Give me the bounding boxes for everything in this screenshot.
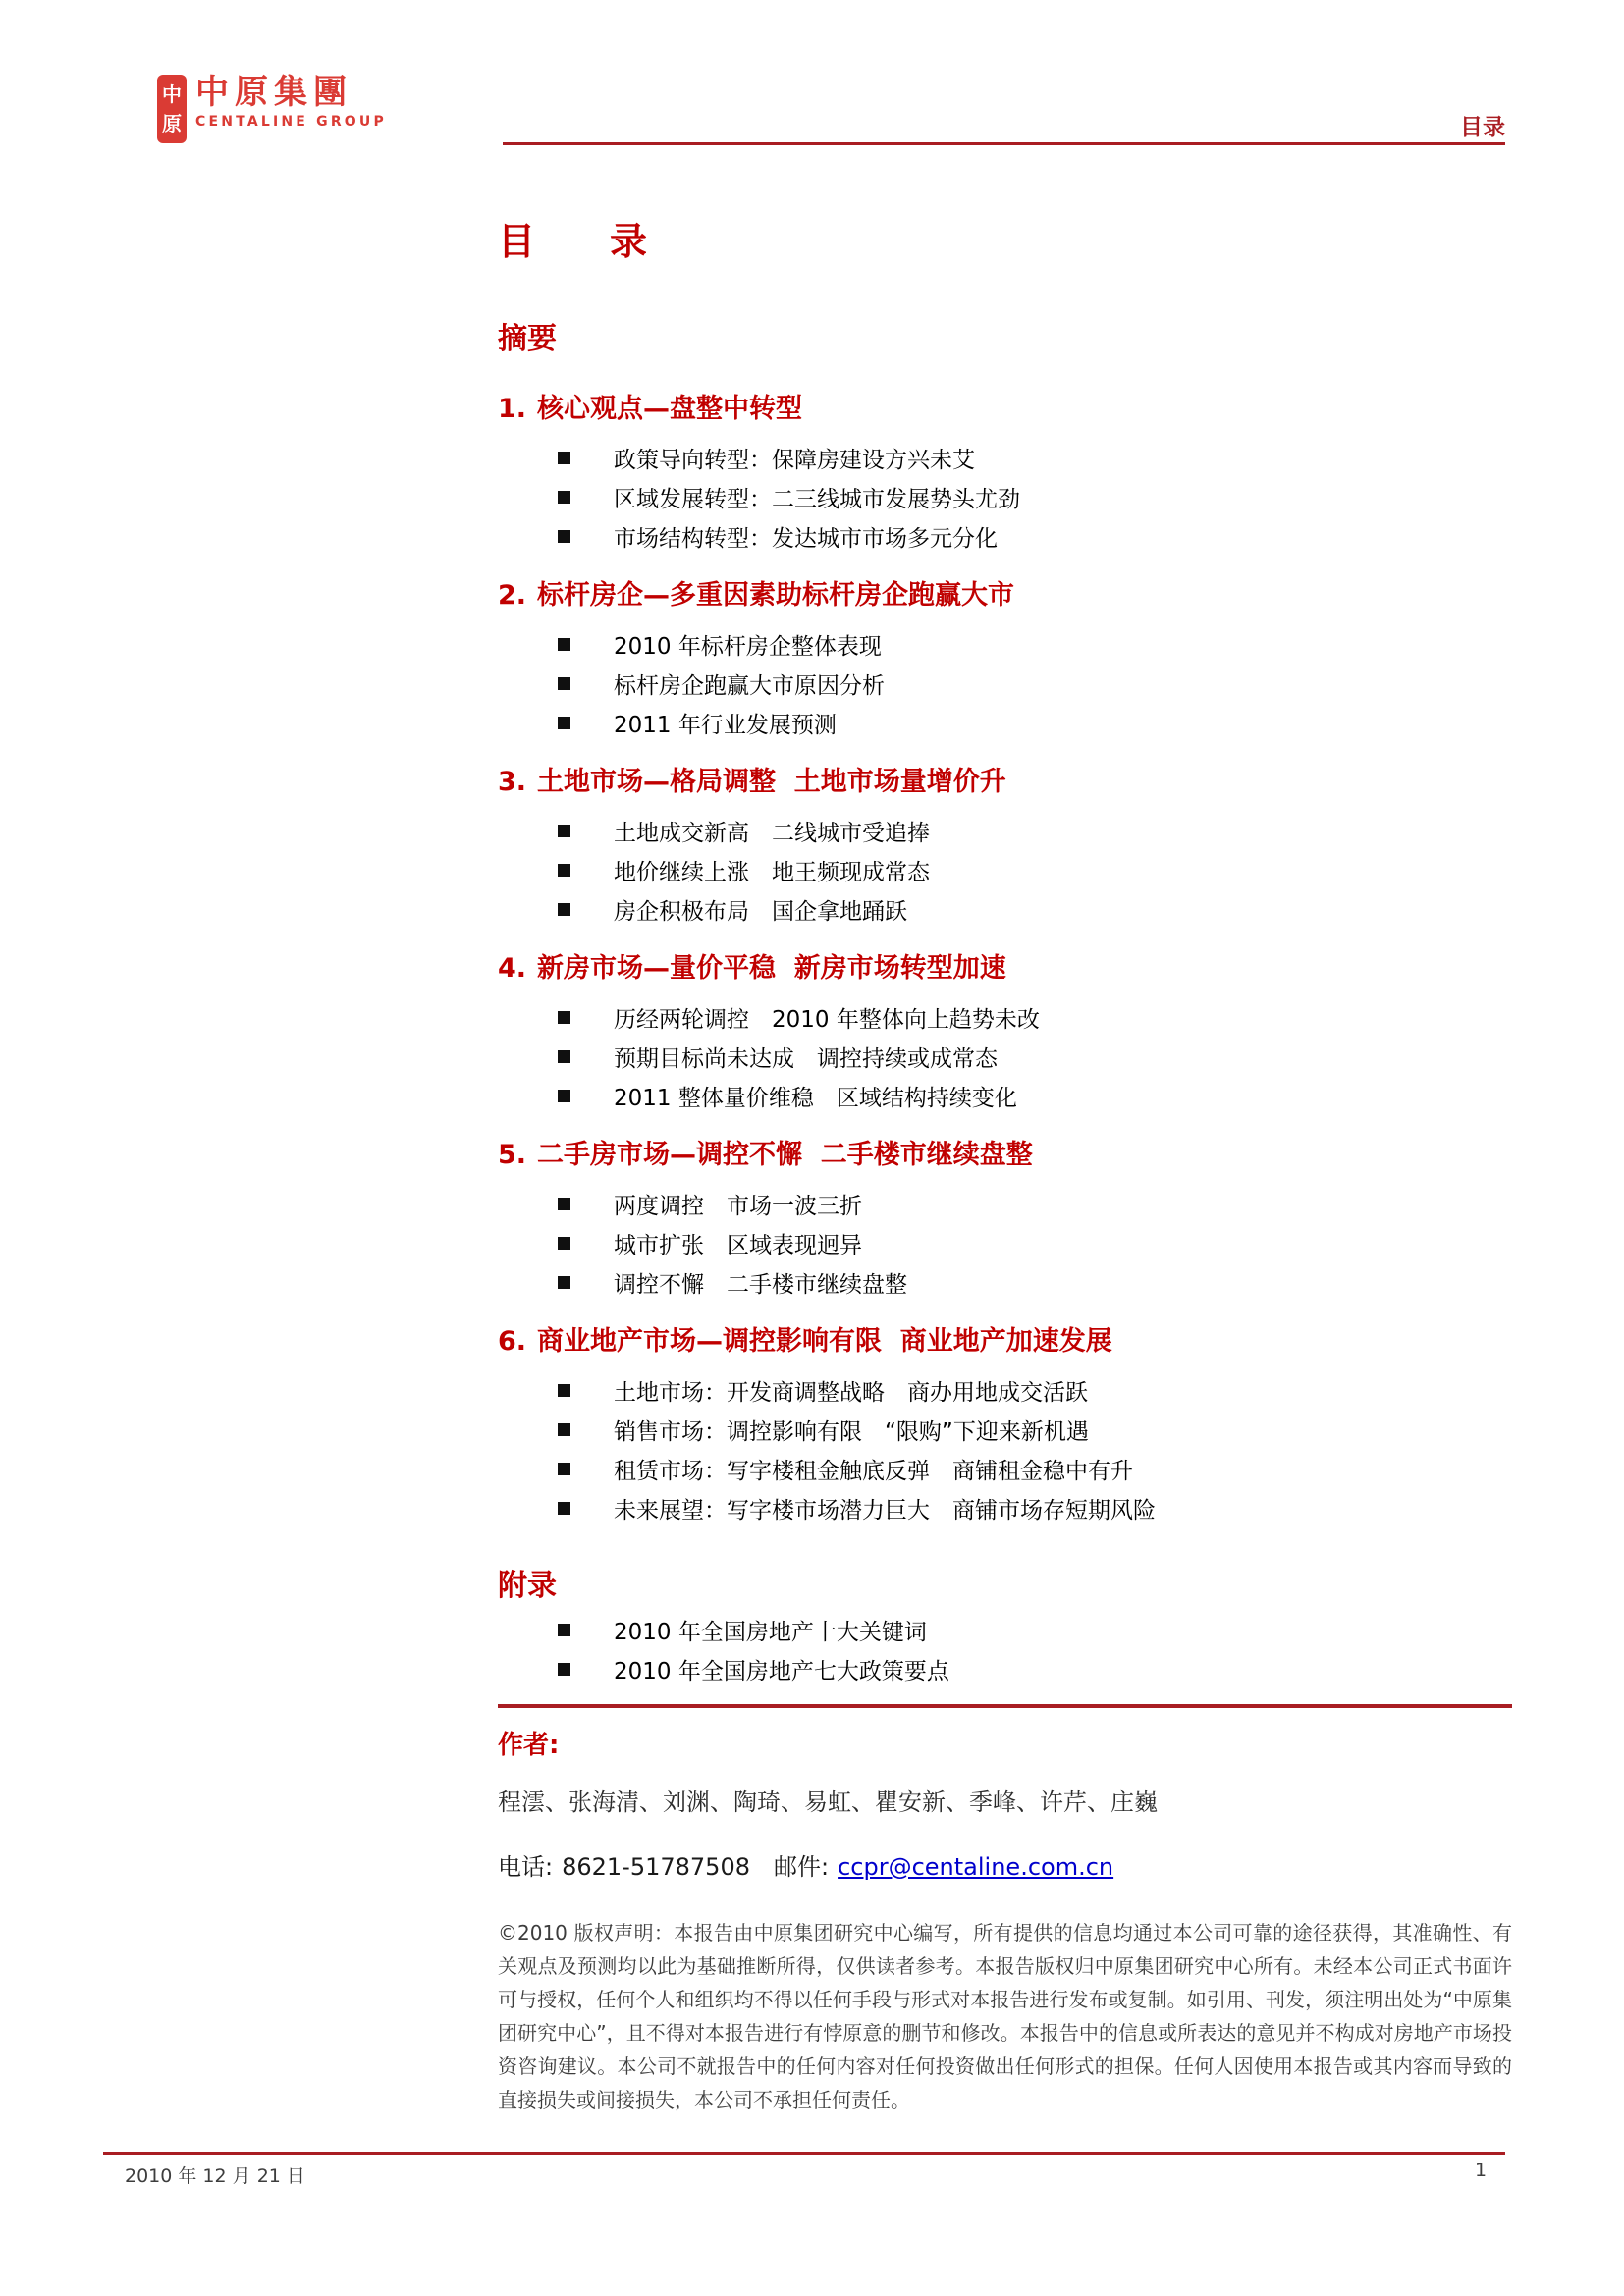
bullet-square-icon: [558, 1050, 570, 1063]
toc-item: [498, 624, 1512, 664]
toc-section-4: [498, 954, 1512, 1115]
section-number: 2.: [498, 580, 527, 611]
authors-names: 程澐、张海清、刘渊、陶琦、易虹、瞿安新、季峰、许芹、庄巍: [498, 1789, 1158, 1816]
section-number: 6.: [498, 1326, 527, 1357]
toc-item: [498, 1076, 1512, 1115]
bullet-square-icon: [558, 638, 570, 651]
toc-item-label: 区域发展转型：二三线城市发展势头尤劲: [614, 486, 1020, 512]
authors-label: 作者:: [498, 1731, 560, 1760]
bullet-square-icon: [558, 1237, 570, 1250]
toc-item: [498, 516, 1512, 556]
section-title: 二手房市场—调控不懈 二手楼市继续盘整: [537, 1140, 1033, 1170]
seal-char-top: 中: [162, 82, 182, 106]
bullet-square-icon: [558, 864, 570, 877]
toc-item: [498, 664, 1512, 703]
bullet-square-icon: [558, 1463, 570, 1475]
section-heading: [498, 1141, 1512, 1170]
bullet-square-icon: [558, 491, 570, 504]
section-items: [498, 1184, 1512, 1302]
toc-item-label: 两度调控 市场一波三折: [614, 1193, 862, 1219]
toc-item-label: 2010 年标杆房企整体表现: [614, 633, 882, 660]
section-number: 1.: [498, 394, 527, 424]
section-items: [498, 438, 1512, 556]
seal-char-bottom: 原: [162, 112, 182, 135]
main-content: [0, 222, 1624, 2116]
toc-item: [498, 997, 1512, 1037]
section-number: 3.: [498, 767, 527, 797]
section-heading: [498, 954, 1512, 984]
appendix-items: [498, 1610, 1512, 1688]
centaline-logo: [157, 75, 387, 143]
page-title: 目 录: [498, 220, 648, 263]
toc-item: [498, 1370, 1512, 1410]
page-header: [0, 0, 1624, 145]
toc-item-label: 2010 年全国房地产七大政策要点: [614, 1658, 949, 1684]
toc-section-1: [498, 395, 1512, 556]
section-heading: [498, 581, 1512, 611]
logo-chinese-name: 中原集團: [195, 73, 352, 112]
section-title: 核心观点—盘整中转型: [537, 394, 802, 424]
toc-item-label: 2010 年全国房地产十大关键词: [614, 1619, 927, 1645]
toc-item-label: 标杆房企跑赢大市原因分析: [614, 672, 885, 699]
bullet-square-icon: [558, 1276, 570, 1289]
toc-section-5: [498, 1141, 1512, 1302]
section-items: [498, 997, 1512, 1115]
toc-item-label: 调控不懈 二手楼市继续盘整: [614, 1271, 907, 1298]
bullet-square-icon: [558, 1502, 570, 1515]
section-title: 标杆房企—多重因素助标杆房企跑赢大市: [537, 580, 1014, 611]
phone-label: 电话:: [498, 1853, 554, 1881]
toc-item-label: 市场结构转型：发达城市市场多元分化: [614, 525, 998, 552]
toc-item-label: 未来展望：写字楼市场潜力巨大 商铺市场存短期风险: [614, 1497, 1156, 1523]
bullet-square-icon: [558, 1384, 570, 1397]
authors-divider: [498, 1704, 1512, 1708]
toc-item: [498, 1184, 1512, 1223]
toc-section-2: [498, 581, 1512, 742]
toc-item: [498, 477, 1512, 516]
toc-section-6: [498, 1327, 1512, 1527]
section-title: 土地市场—格局调整 土地市场量增价升: [537, 767, 1006, 797]
toc-item: [498, 703, 1512, 742]
toc-item-label: 城市扩张 区域表现迥异: [614, 1232, 862, 1258]
bullet-square-icon: [558, 530, 570, 543]
section-items: [498, 624, 1512, 742]
toc-item: [498, 1610, 1512, 1649]
toc-item-label: 历经两轮调控 2010 年整体向上趋势未改: [614, 1006, 1040, 1033]
bullet-square-icon: [558, 1423, 570, 1436]
bullet-square-icon: [558, 717, 570, 729]
toc-item-label: 2011 年行业发展预测: [614, 712, 837, 738]
contact-line: [498, 1853, 1512, 1881]
toc-item: [498, 1410, 1512, 1449]
section-number: 5.: [498, 1140, 527, 1170]
abstract-heading: 摘要: [498, 322, 557, 356]
phone-number: 8621-51787508: [562, 1853, 750, 1881]
toc-item: [498, 1223, 1512, 1262]
section-title: 商业地产市场—调控影响有限 商业地产加速发展: [537, 1326, 1112, 1357]
toc-item-label: 销售市场：调控影响有限 “限购”下迎来新机遇: [614, 1418, 1089, 1445]
bullet-square-icon: [558, 1198, 570, 1210]
bullet-square-icon: [558, 903, 570, 916]
section-heading: [498, 1327, 1512, 1357]
bullet-square-icon: [558, 1624, 570, 1636]
toc-item-label: 预期目标尚未达成 调控持续或成常态: [614, 1045, 998, 1072]
copyright-text: ©2010 版权声明：本报告由中原集团研究中心编写，所有提供的信息均通过本公司可靠的途径获得，其准确性、有关观点及预测均以此为基础推断所得，仅供读者参考。本报告版权归中原集团研究中心所有。未经本公司正式书面许可与授权，任何个人和组织均不得以任何手段与形式对本报告进行发布或复制。如引用、刊发，须注明出处为“中原集团研究中心”，且不得对本报告进行有悖原意的删节和修改。本报告中的信息或所表达的意见并不构成对房地产市场投资咨询建议。本公司不就报告中的任何内容对任何投资做出任何形式的担保。任何人因使用本报告或其内容而导致的直接损失或间接损失，本公司不承担任何责任。: [498, 1921, 1512, 2111]
bullet-square-icon: [558, 1663, 570, 1676]
footer-rule: [103, 2152, 1505, 2155]
logo-text: [195, 75, 387, 130]
toc-item-label: 政策导向转型：保障房建设方兴未艾: [614, 447, 975, 473]
appendix-heading: 附录: [498, 1569, 557, 1603]
toc-item: [498, 1449, 1512, 1488]
header-rule: [503, 142, 1505, 145]
centaline-seal-icon: [157, 75, 187, 143]
section-number: 4.: [498, 953, 527, 984]
bullet-square-icon: [558, 825, 570, 837]
header-section-label: 目录: [1460, 115, 1505, 140]
toc-item: [498, 889, 1512, 929]
toc-item: [498, 1262, 1512, 1302]
section-items: [498, 811, 1512, 929]
page-number: 1: [1475, 2160, 1488, 2181]
bullet-square-icon: [558, 677, 570, 690]
section-heading: [498, 768, 1512, 797]
toc-section-3: [498, 768, 1512, 929]
section-title: 新房市场—量价平稳 新房市场转型加速: [537, 953, 1006, 984]
bullet-square-icon: [558, 1090, 570, 1102]
bullet-square-icon: [558, 452, 570, 464]
toc-item: [498, 850, 1512, 889]
toc-item-label: 地价继续上涨 地王频现成常态: [614, 859, 930, 885]
toc-item: [498, 1488, 1512, 1527]
toc-item-label: 土地市场：开发商调整战略 商办用地成交活跃: [614, 1379, 1088, 1406]
toc-item-label: 房企积极布局 国企拿地踊跃: [614, 898, 907, 925]
toc-item-label: 2011 整体量价维稳 区域结构持续变化: [614, 1085, 1017, 1111]
section-items: [498, 1370, 1512, 1527]
email-label: 邮件:: [774, 1853, 830, 1881]
email-link[interactable]: ccpr@centaline.com.cn: [838, 1853, 1114, 1881]
logo-english-name: CENTALINE GROUP: [195, 114, 387, 131]
toc-item: [498, 811, 1512, 850]
footer-date: 2010 年 12 月 21 日: [125, 2165, 305, 2187]
toc-item-label: 土地成交新高 二线城市受追捧: [614, 820, 930, 846]
toc-item: [498, 1037, 1512, 1076]
bullet-square-icon: [558, 1011, 570, 1024]
toc-item: [498, 438, 1512, 477]
toc-item: [498, 1649, 1512, 1688]
section-heading: [498, 395, 1512, 424]
toc-item-label: 租赁市场：写字楼租金触底反弹 商铺租金稳中有升: [614, 1458, 1133, 1484]
